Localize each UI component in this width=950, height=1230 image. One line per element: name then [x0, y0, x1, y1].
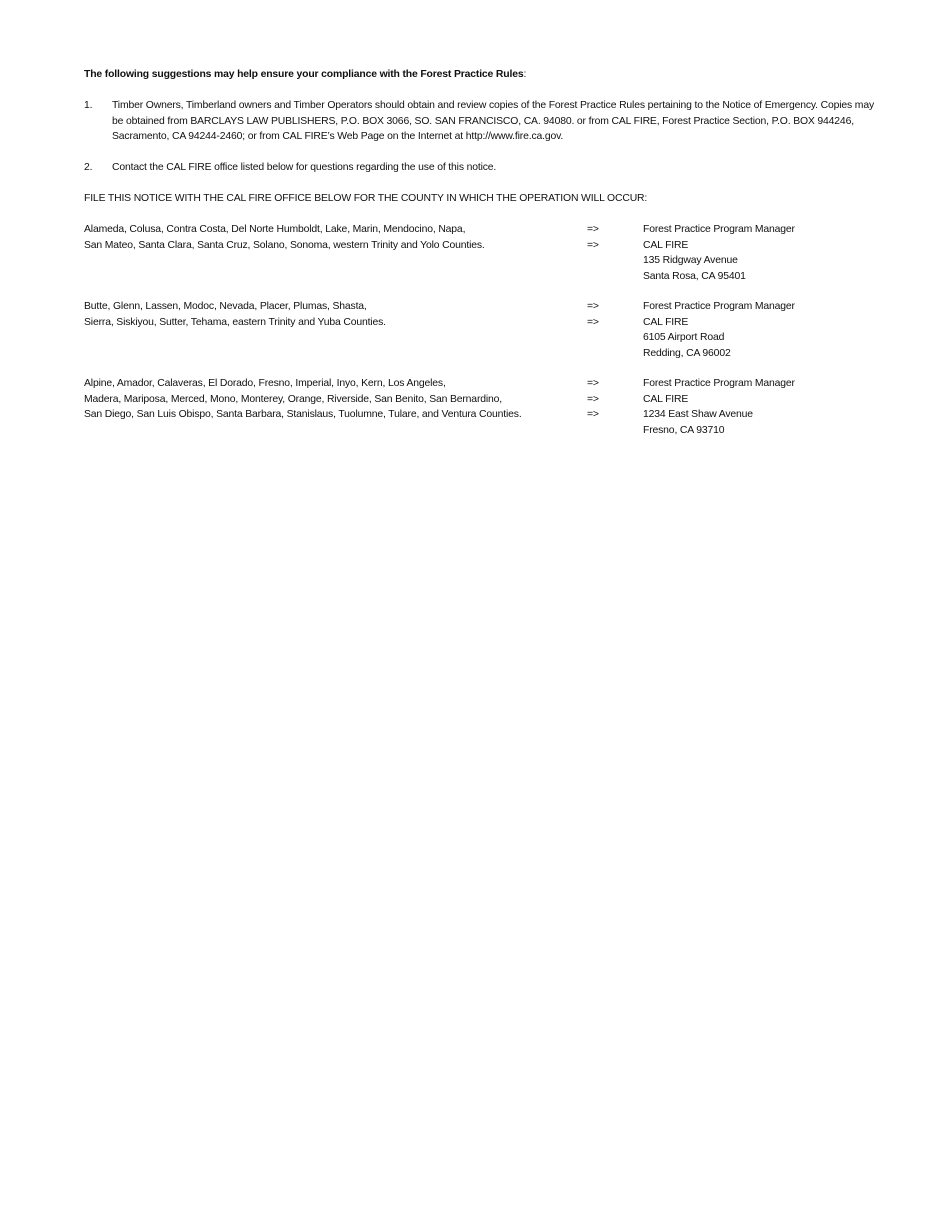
address-line: Forest Practice Program Manager [643, 224, 795, 235]
office-address [643, 222, 864, 284]
arrow-icon: => [587, 224, 599, 235]
address-line: CAL FIRE [643, 393, 689, 405]
suggestion-item-1 [84, 98, 874, 145]
county-list [84, 376, 587, 438]
county-line: Madera, Mariposa, Merced, Mono, Monterey, Orange, Riverside, San Benito, San Bernardino, [84, 393, 503, 405]
arrow-column [587, 376, 643, 438]
suggestion-line: Timber Owners, Timberland owners and Timber Operators should obtain and review copies of the Forest Practice Rules pertaining to the Notice of Emergency. Copies may [112, 100, 874, 111]
suggestion-line: be obtained from BARCLAYS LAW PUBLISHERS, P.O. BOX 3066, SO. SAN FRANCISCO, CA. 94080. or from CAL FIRE, Forest Practice Section, P.O. BOX 944246, [112, 115, 854, 127]
suggestion-number: 1. [84, 100, 93, 111]
suggestions-heading-colon: : [523, 69, 527, 80]
office-address [643, 299, 864, 361]
address-line: Santa Rosa, CA 95401 [643, 270, 746, 282]
address-line: 6105 Airport Road [643, 332, 725, 343]
suggestion-number: 2. [84, 161, 93, 173]
county-line: Sierra, Siskiyou, Sutter, Tehama, eastern Trinity and Yuba Counties. [84, 316, 386, 328]
office-block-santa-rosa [84, 222, 864, 284]
arrow-column [587, 299, 643, 361]
county-line: Butte, Glenn, Lassen, Modoc, Nevada, Placer, Plumas, Shasta, [84, 301, 367, 312]
address-line: 135 Ridgway Avenue [643, 255, 738, 266]
office-block-fresno [84, 376, 864, 438]
arrow-icon: => [587, 393, 599, 405]
county-line: Alpine, Amador, Calaveras, El Dorado, Fresno, Imperial, Inyo, Kern, Los Angeles, [84, 378, 446, 389]
arrow-icon: => [587, 378, 599, 389]
arrow-icon: => [587, 301, 599, 312]
arrow-column [587, 222, 643, 284]
office-block-redding [84, 299, 864, 361]
suggestions-heading-bold: The following suggestions may help ensure your compliance with the Forest Practice Rules [84, 69, 524, 80]
arrow-icon: => [587, 316, 599, 328]
arrow-icon: => [587, 409, 599, 420]
file-notice-instruction: FILE THIS NOTICE WITH THE CAL FIRE OFFICE BELOW FOR THE COUNTY IN WHICH THE OPERATION WILL OCCUR: [84, 193, 648, 204]
address-line: Forest Practice Program Manager [643, 378, 795, 389]
address-line: Redding, CA 96002 [643, 347, 731, 359]
county-line: San Mateo, Santa Clara, Santa Cruz, Solano, Sonoma, western Trinity and Yolo Counties. [84, 239, 485, 251]
suggestions-heading [84, 67, 864, 83]
address-line: CAL FIRE [643, 316, 689, 328]
address-line: 1234 East Shaw Avenue [643, 409, 753, 420]
arrow-icon: => [587, 239, 599, 251]
document-page [84, 67, 874, 438]
suggestion-line: Contact the CAL FIRE office listed below for questions regarding the use of this notice. [112, 161, 497, 173]
address-line: Forest Practice Program Manager [643, 301, 795, 312]
address-line: Fresno, CA 93710 [643, 424, 725, 436]
suggestion-line: Sacramento, CA 94244-2460; or from CAL FIRE’s Web Page on the Internet at http://www.fire.ca.gov. [112, 131, 564, 142]
county-list [84, 222, 587, 284]
county-line: Alameda, Colusa, Contra Costa, Del Norte Humboldt, Lake, Marin, Mendocino, Napa, [84, 224, 466, 235]
county-list [84, 299, 587, 361]
address-line: CAL FIRE [643, 239, 689, 251]
office-address [643, 376, 864, 438]
county-line: San Diego, San Luis Obispo, Santa Barbara, Stanislaus, Tuolumne, Tulare, and Ventura Counties. [84, 409, 522, 420]
suggestion-text [112, 98, 874, 145]
suggestion-item-2 [84, 160, 864, 176]
suggestion-text [112, 160, 864, 176]
